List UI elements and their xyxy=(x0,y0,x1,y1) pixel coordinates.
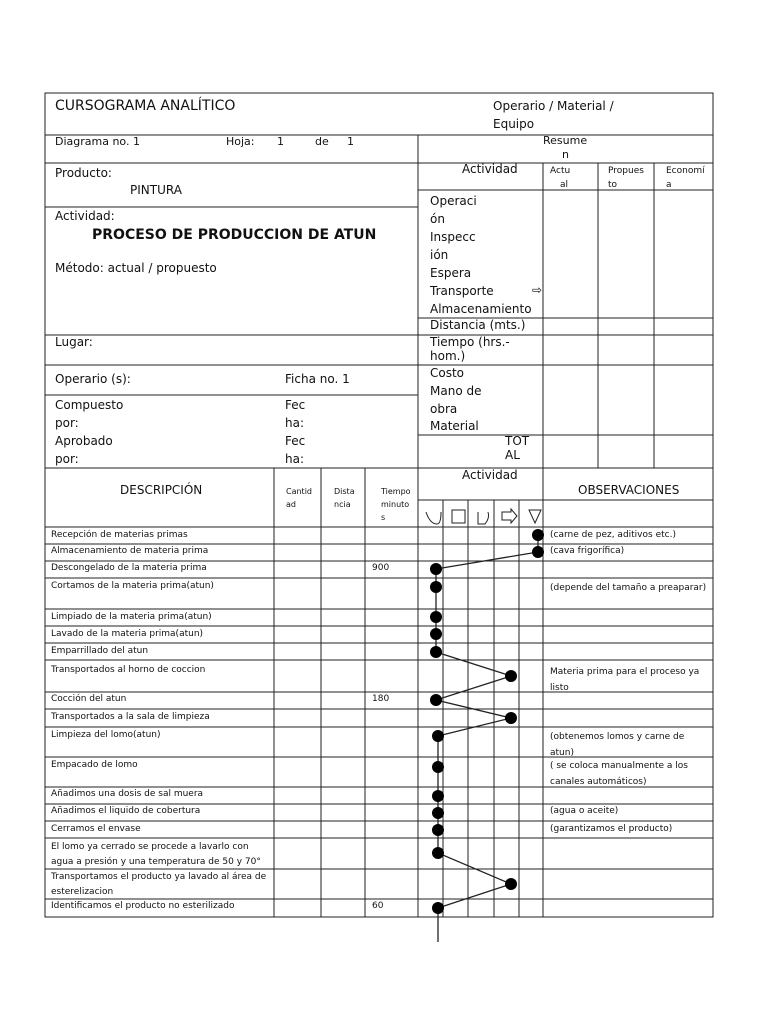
summary-time-2: hom.) xyxy=(430,349,466,363)
summary-labor-1: Mano de xyxy=(430,384,482,398)
row-desc: Cocción del atun xyxy=(51,694,127,704)
summary-time-1: Tiempo (hrs.- xyxy=(430,335,510,349)
row-desc: Cortamos de la materia prima(atun) xyxy=(51,581,214,591)
summary-total-1: TOT xyxy=(505,434,530,448)
flow-point-operation xyxy=(430,628,442,640)
flow-line xyxy=(436,535,538,908)
row-obs: Materia prima para el proceso ya listo xyxy=(550,667,700,693)
row-desc: Limpiado de la materia prima(atun) xyxy=(51,612,212,622)
col-time-3: s xyxy=(381,513,386,522)
row-obs: (agua o aceite) xyxy=(550,806,619,816)
date-label-1b: ha: xyxy=(285,416,305,430)
summary-proposed-2: to xyxy=(608,180,618,190)
transport-arrow-icon: ⇨ xyxy=(532,283,543,297)
date-label-1a: Fec xyxy=(285,398,306,412)
flow-point-operation xyxy=(430,646,442,658)
transport-symbol-icon xyxy=(502,509,517,523)
col-time-2: minuto xyxy=(381,500,410,509)
row-time: 180 xyxy=(372,694,390,704)
row-time: 900 xyxy=(372,563,390,573)
row-desc: Limpieza del lomo(atun) xyxy=(51,730,161,740)
col-description: DESCRIPCIÓN xyxy=(120,483,203,497)
col-distance-1: Dista xyxy=(334,487,355,496)
flow-point-operation xyxy=(432,824,444,836)
flow-point-operation xyxy=(432,902,444,914)
summary-title-2: n xyxy=(562,148,569,161)
composed-label-1: Compuesto xyxy=(55,398,124,412)
flow-point-operation xyxy=(432,761,444,773)
row-desc: Añadimos el liquido de cobertura xyxy=(51,806,201,816)
summary-row-operation-1: Operaci xyxy=(430,194,477,208)
summary-actual-1: Actu xyxy=(550,166,571,176)
row-desc: Cerramos el envase xyxy=(51,824,141,834)
sheet-of: de xyxy=(315,135,329,148)
row-obs: ( se coloca manualmente a los canales automáticos) xyxy=(550,761,688,787)
composed-label-2: por: xyxy=(55,416,79,430)
flow-diagram xyxy=(430,529,544,942)
flow-point-operation xyxy=(432,730,444,742)
summary-row-delay: Espera xyxy=(430,266,472,280)
row-obs: (carne de pez, aditivos etc.) xyxy=(550,530,676,540)
summary-row-transport: Transporte xyxy=(430,284,494,298)
summary-row-storage: Almacenamiento xyxy=(430,302,532,316)
row-desc: Descongelado de la materia prima xyxy=(51,563,207,573)
activity-label: Actividad: xyxy=(55,209,115,223)
place-label: Lugar: xyxy=(55,335,93,349)
row-obs: (obtenemos lomos y carne de atun) xyxy=(550,732,685,758)
col-activity: Actividad xyxy=(462,468,518,482)
date-label-2b: ha: xyxy=(285,452,305,466)
summary-material: Material xyxy=(430,419,479,433)
summary-distance: Distancia (mts.) xyxy=(430,318,526,332)
summary-economy-2: a xyxy=(666,180,672,190)
sheet-label: Hoja: xyxy=(226,135,255,148)
operation-symbol-icon xyxy=(426,512,441,524)
flow-point-transport xyxy=(505,878,517,890)
delay-symbol-icon xyxy=(478,512,489,524)
flow-point-transport xyxy=(505,670,517,682)
subject-line-2: Equipo xyxy=(493,117,535,131)
sheet-number: 1 xyxy=(277,135,284,148)
storage-symbol-icon xyxy=(529,510,541,523)
inspection-symbol-icon xyxy=(452,510,465,523)
flow-point-transport xyxy=(505,712,517,724)
row-desc: Identificamos el producto no esterilizado xyxy=(51,901,235,911)
summary-row-inspection-1: Inspecc xyxy=(430,230,476,244)
flow-point-operation xyxy=(430,563,442,575)
row-obs: (depende del tamaño a preaparar) xyxy=(550,583,707,593)
summary-row-operation-2: ón xyxy=(430,212,445,226)
date-label-2a: Fec xyxy=(285,434,306,448)
sheet-total: 1 xyxy=(347,135,354,148)
row-desc: Almacenamiento de materia prima xyxy=(51,546,209,556)
summary-actual-2: al xyxy=(560,180,569,190)
diagram-number: Diagrama no. 1 xyxy=(55,135,140,148)
row-desc: Emparrillado del atun xyxy=(51,646,149,656)
row-desc: Añadimos una dosis de sal muera xyxy=(51,789,204,799)
activity-value: PROCESO DE PRODUCCION DE ATUN xyxy=(92,227,377,243)
col-observations: OBSERVACIONES xyxy=(578,483,680,497)
row-desc: Transportados a la sala de limpieza xyxy=(51,712,210,722)
product-value: PINTURA xyxy=(130,183,182,197)
row-obs: (cava frigorífica) xyxy=(550,546,625,556)
flow-point-operation xyxy=(430,581,442,593)
col-quantity-2: ad xyxy=(286,500,296,509)
summary-economy-1: Economí xyxy=(666,166,705,176)
card-label: Ficha no. 1 xyxy=(285,372,350,386)
operator-label: Operario (s): xyxy=(55,372,131,386)
flow-point-storage xyxy=(532,546,544,558)
row-desc: Empacado de lomo xyxy=(51,760,138,770)
row-desc: Transportados al horno de coccion xyxy=(51,665,206,675)
row-desc: Transportamos el producto ya lavado al área de esterelizacion xyxy=(51,872,267,897)
row-obs: (garantizamos el producto) xyxy=(550,824,673,834)
product-label: Producto: xyxy=(55,166,112,180)
approved-label-1: Aprobado xyxy=(55,434,113,448)
method-label: Método: actual / propuesto xyxy=(55,261,217,275)
row-time: 60 xyxy=(372,901,384,911)
approved-label-2: por: xyxy=(55,452,79,466)
summary-total-2: AL xyxy=(505,448,520,462)
flow-point-storage xyxy=(532,529,544,541)
summary-activity-header: Actividad xyxy=(462,162,518,176)
summary-labor-2: obra xyxy=(430,402,458,416)
col-quantity-1: Cantid xyxy=(286,487,312,496)
summary-proposed-1: Propues xyxy=(608,166,644,176)
col-distance-2: ncia xyxy=(334,500,351,509)
summary-title-1: Resume xyxy=(543,134,588,147)
subject-line-1: Operario / Material / xyxy=(493,99,614,113)
chart-title: CURSOGRAMA ANALÍTICO xyxy=(55,98,236,114)
row-desc: El lomo ya cerrado se procede a lavarlo con agua a presión y una temperatura de 50 y 70° xyxy=(51,842,261,867)
summary-cost: Costo xyxy=(430,366,465,380)
flow-point-operation xyxy=(430,694,442,706)
summary-row-inspection-2: ión xyxy=(430,248,449,262)
col-time-1: Tiempo xyxy=(381,487,411,496)
row-desc: Lavado de la materia prima(atun) xyxy=(51,629,204,639)
flow-point-operation xyxy=(432,807,444,819)
flow-point-operation xyxy=(430,611,442,623)
row-desc: Recepción de materias primas xyxy=(51,530,188,540)
flow-point-operation xyxy=(432,790,444,802)
flow-point-operation xyxy=(432,847,444,859)
